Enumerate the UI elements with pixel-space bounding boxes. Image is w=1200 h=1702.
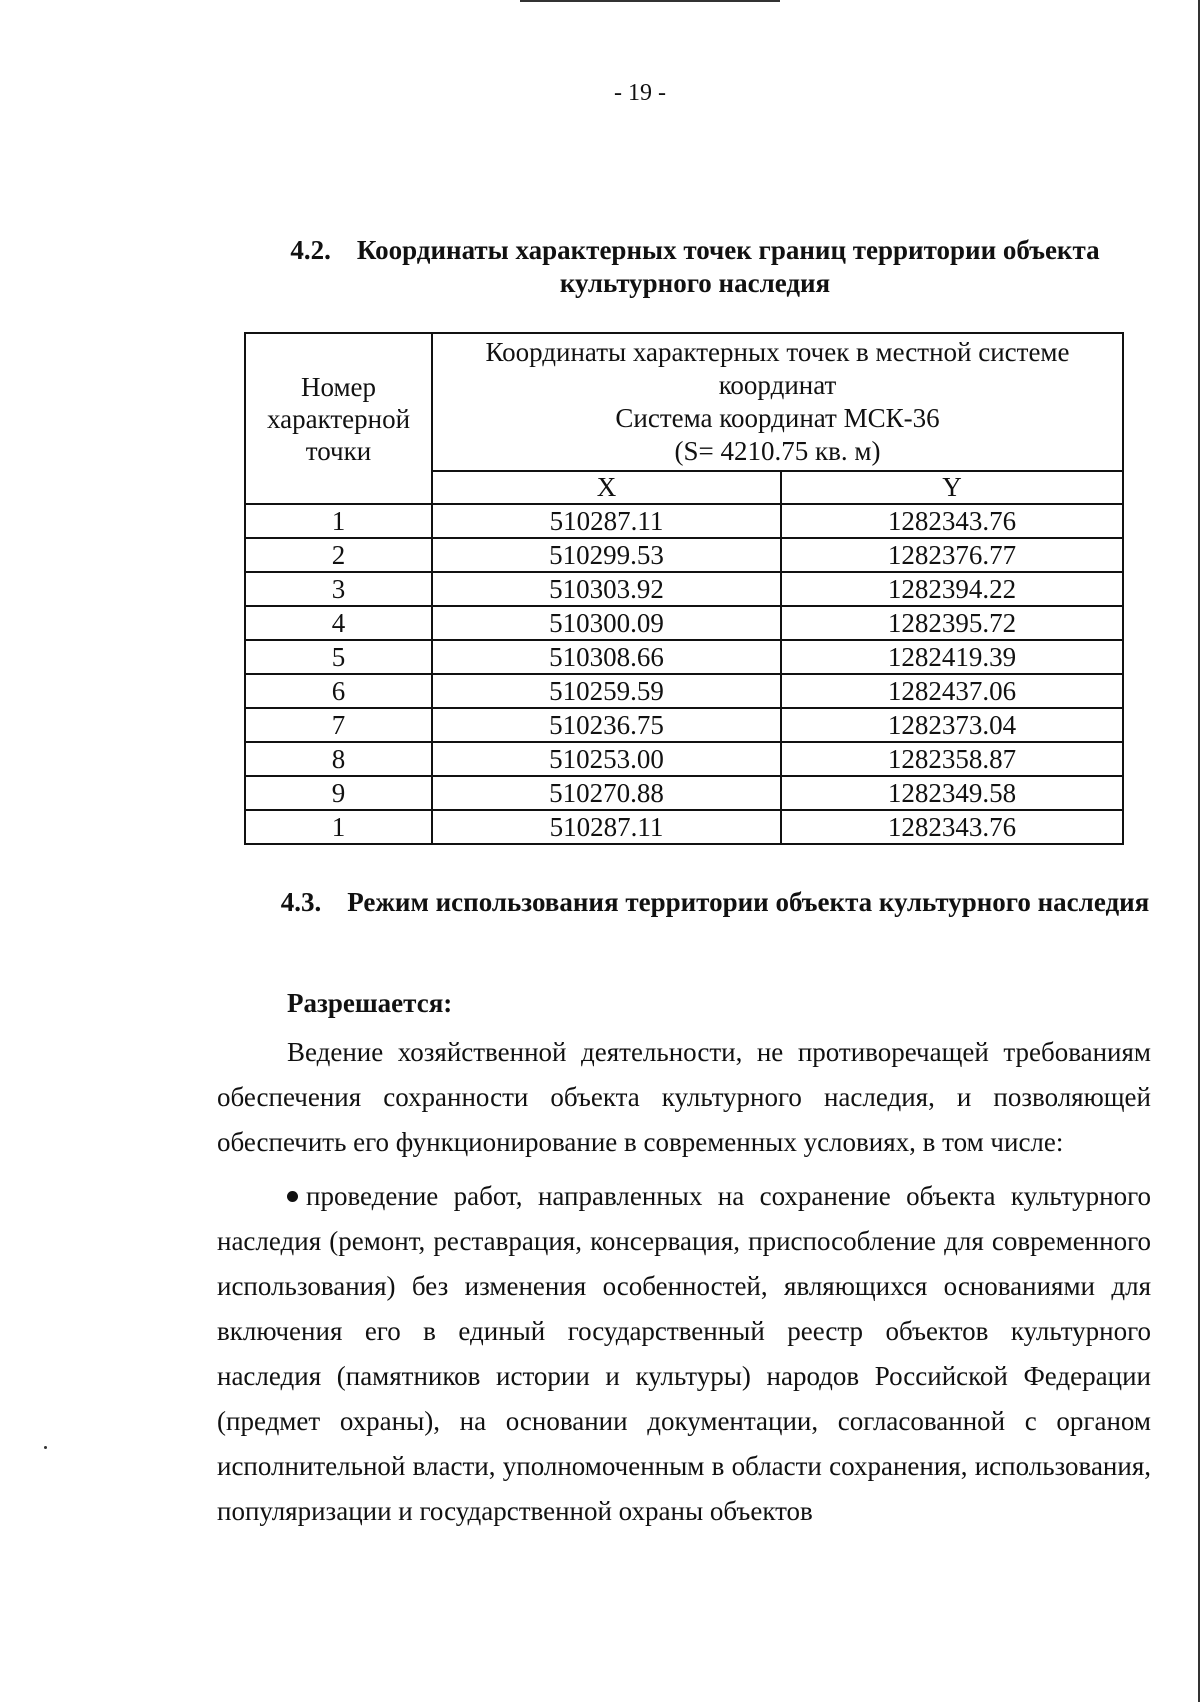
point-number: 6 — [245, 674, 432, 708]
x-value: 510308.66 — [432, 640, 781, 674]
x-value: 510299.53 — [432, 538, 781, 572]
y-value: 1282343.76 — [781, 504, 1123, 538]
y-value: 1282343.76 — [781, 810, 1123, 844]
point-number: 4 — [245, 606, 432, 640]
point-number: 1 — [245, 810, 432, 844]
table-row — [245, 640, 1123, 674]
allowed-label: Разрешается: — [287, 988, 453, 1018]
x-value: 510270.88 — [432, 776, 781, 810]
table-row — [245, 538, 1123, 572]
paragraph-2-text: проведение работ, направленных на сохранение объекта культурного наследия (ремонт, реставрация, консервация, приспособление для современного использования) без изменения особенностей, являющихся основаниями для включения его в единый государственный реестр объектов культурного наследия (памятников истории и культуры) народов Российской Федерации (предмет охраны), на основании документации, согласованной с органом исполнительной власти, уполномоченным в области сохранения, использования, популяризации и государственной охраны объектов — [217, 1181, 1151, 1526]
point-number: 3 — [245, 572, 432, 606]
y-column-header: Y — [781, 471, 1123, 504]
table-row — [245, 674, 1123, 708]
section-title: Координаты характерных точек границ территории объекта культурного наследия — [356, 235, 1100, 298]
section-title: Режим использования территории объекта культурного наследия — [347, 887, 1150, 917]
x-value: 510236.75 — [432, 708, 781, 742]
table-row — [245, 708, 1123, 742]
point-number: 9 — [245, 776, 432, 810]
y-value: 1282376.77 — [781, 538, 1123, 572]
y-value: 1282358.87 — [781, 742, 1123, 776]
x-value: 510303.92 — [432, 572, 781, 606]
table-row — [245, 572, 1123, 606]
paragraph-1: Ведение хозяйственной деятельности, не противоречащей требованиям обеспечения сохранности объекта культурного наследия, и позволяющей обеспечить его функционирование в современных условиях, в том числе: — [217, 1037, 1151, 1157]
y-value: 1282349.58 — [781, 776, 1123, 810]
x-value: 510300.09 — [432, 606, 781, 640]
table-row — [245, 606, 1123, 640]
page-number: - 19 - — [614, 80, 666, 106]
table-row — [245, 504, 1123, 538]
y-value: 1282395.72 — [781, 606, 1123, 640]
point-number: 8 — [245, 742, 432, 776]
section-number: 4.3. — [280, 887, 322, 917]
x-value: 510253.00 — [432, 742, 781, 776]
point-number-header: Номер характерной точки — [245, 333, 432, 504]
section-heading-4-3 — [280, 886, 1150, 919]
x-value: 510287.11 — [432, 504, 781, 538]
coordinates-header-line-3: (S= 4210.75 кв. м) — [674, 436, 881, 466]
section-heading-4-2 — [230, 234, 1160, 300]
table-row — [245, 810, 1123, 844]
y-value: 1282373.04 — [781, 708, 1123, 742]
coordinates-header-line-2: Система координат МСК-36 — [615, 403, 940, 433]
y-value: 1282394.22 — [781, 572, 1123, 606]
coordinates-header — [432, 333, 1123, 471]
point-number: 5 — [245, 640, 432, 674]
paragraph-2 — [217, 1174, 1151, 1534]
y-value: 1282419.39 — [781, 640, 1123, 674]
point-number: 7 — [245, 708, 432, 742]
point-number: 2 — [245, 538, 432, 572]
table-row — [245, 742, 1123, 776]
table-row — [245, 776, 1123, 810]
bullet-icon — [287, 1191, 298, 1202]
coordinates-table — [244, 332, 1124, 845]
x-value: 510287.11 — [432, 810, 781, 844]
x-value: 510259.59 — [432, 674, 781, 708]
section-number: 4.2. — [290, 235, 331, 265]
x-column-header: X — [432, 471, 781, 504]
y-value: 1282437.06 — [781, 674, 1123, 708]
scan-speck — [44, 1446, 47, 1449]
coordinates-header-line-1: Координаты характерных точек в местной системе координат — [485, 337, 1070, 400]
point-number: 1 — [245, 504, 432, 538]
scan-edge-top — [520, 0, 780, 2]
